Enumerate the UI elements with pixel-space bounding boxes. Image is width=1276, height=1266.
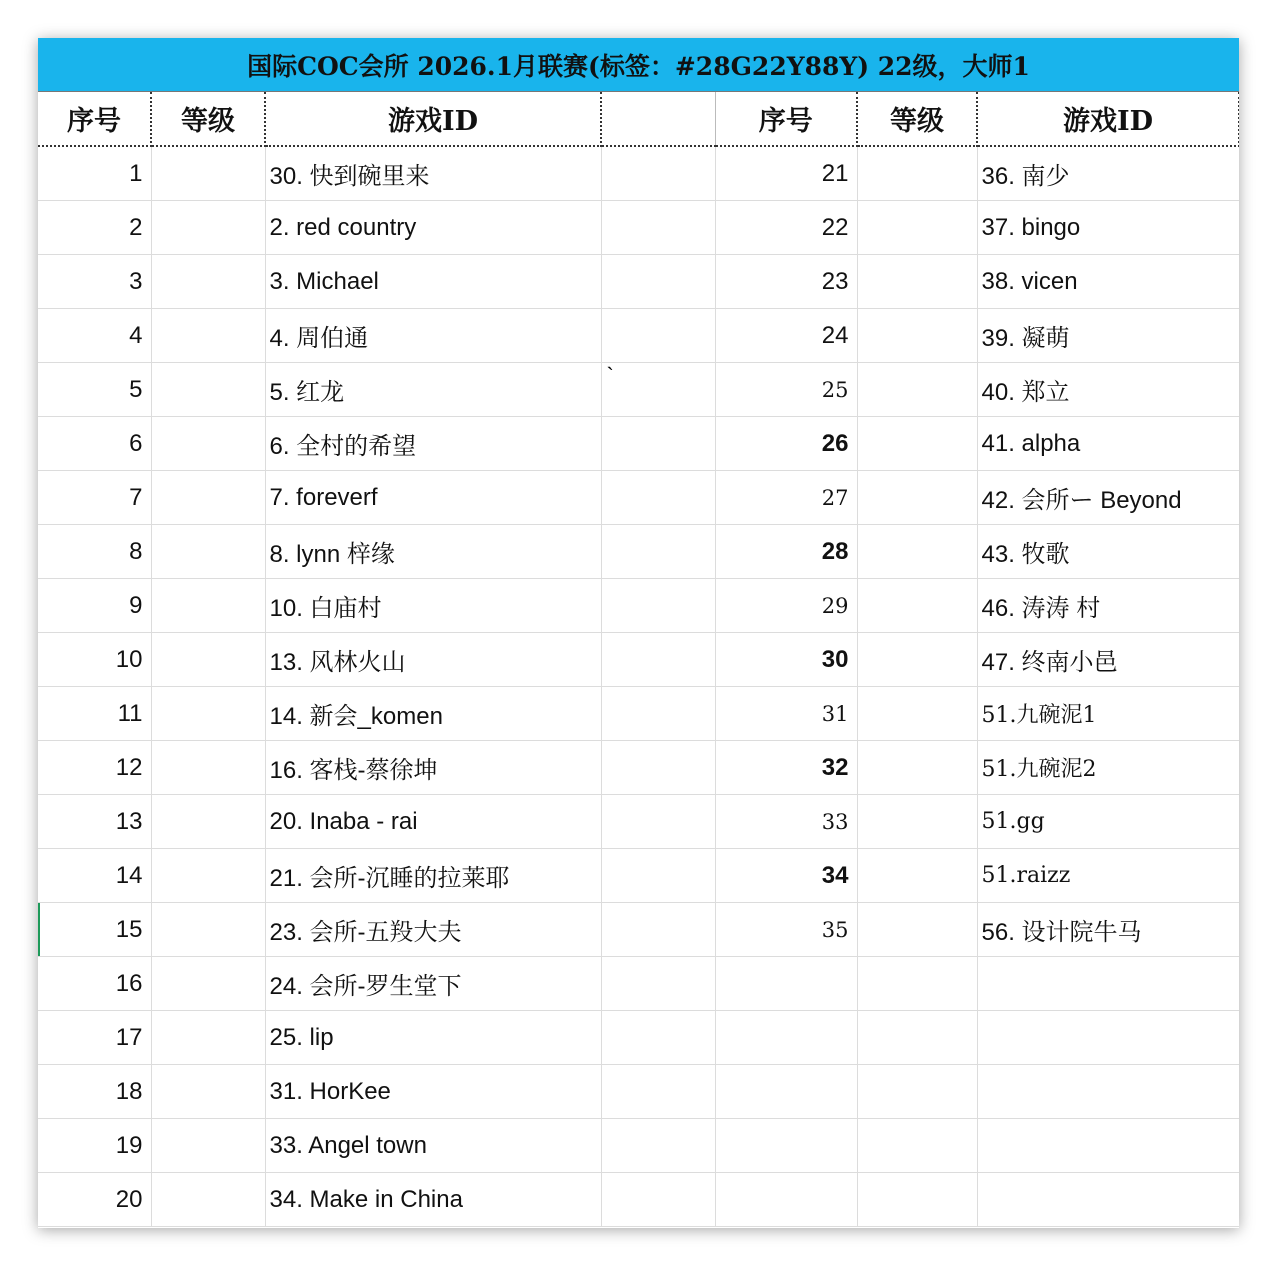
- cell-index-right[interactable]: 33: [715, 795, 857, 849]
- cell-blank[interactable]: `: [601, 363, 715, 417]
- cell-index-right[interactable]: 34: [715, 849, 857, 903]
- cell-index-right[interactable]: 23: [715, 255, 857, 309]
- cell-game-id[interactable]: 7. foreverf: [265, 471, 601, 525]
- active-cell-marker: [38, 903, 40, 956]
- table-row: [38, 849, 1239, 903]
- cell-index-right[interactable]: 32: [715, 741, 857, 795]
- cell-blank[interactable]: [601, 633, 715, 687]
- cell-blank[interactable]: [601, 255, 715, 309]
- cell-level-right[interactable]: [857, 309, 977, 363]
- cell-level[interactable]: [151, 525, 265, 579]
- table-row: [38, 309, 1239, 363]
- table-row: [38, 633, 1239, 687]
- cell-game-id[interactable]: 20. Inaba - rai: [265, 795, 601, 849]
- cell-game-id[interactable]: 33. Angel town: [265, 1119, 601, 1173]
- table-row: [38, 1011, 1239, 1065]
- cell-game-id[interactable]: 16. 客栈-蔡徐坤: [265, 741, 601, 795]
- cell-blank[interactable]: [601, 417, 715, 471]
- table-row: [38, 741, 1239, 795]
- cell-game-id-right[interactable]: [977, 957, 1239, 1011]
- cell-level[interactable]: [151, 1065, 265, 1119]
- cell-index[interactable]: 2: [38, 201, 151, 255]
- table-row: [38, 417, 1239, 471]
- cell-level[interactable]: [151, 146, 265, 201]
- cell-level[interactable]: [151, 795, 265, 849]
- cell-index[interactable]: 18: [38, 1065, 151, 1119]
- header-level-right: 等级: [857, 92, 977, 146]
- cell-level[interactable]: [151, 1173, 265, 1227]
- cell-level-right[interactable]: [857, 687, 977, 741]
- cell-level-right[interactable]: [857, 417, 977, 471]
- sheet-title: 国际COC会所 2026.1月联赛(标签：#28G22Y88Y) 22级，大师1: [38, 38, 1239, 92]
- cell-game-id[interactable]: 34. Make in China: [265, 1173, 601, 1227]
- cell-index-right[interactable]: 35: [715, 903, 857, 957]
- table-row: [38, 579, 1239, 633]
- cell-level-right[interactable]: [857, 957, 977, 1011]
- cell-index[interactable]: 16: [38, 957, 151, 1011]
- cell-blank[interactable]: [601, 1011, 715, 1065]
- cell-index[interactable]: 12: [38, 741, 151, 795]
- table-row: [38, 201, 1239, 255]
- cell-index-right[interactable]: [715, 957, 857, 1011]
- cell-game-id[interactable]: 30. 快到碗里来: [265, 146, 601, 201]
- cell-level[interactable]: [151, 201, 265, 255]
- cell-index-right[interactable]: 25: [715, 363, 857, 417]
- cell-index[interactable]: [38, 903, 151, 957]
- cell-level[interactable]: [151, 417, 265, 471]
- cell-level[interactable]: [151, 363, 265, 417]
- cell-level[interactable]: [151, 741, 265, 795]
- cell-blank[interactable]: [601, 741, 715, 795]
- cell-blank[interactable]: [601, 309, 715, 363]
- cell-level-right[interactable]: [857, 1119, 977, 1173]
- cell-index[interactable]: 11: [38, 687, 151, 741]
- cell-game-id-right[interactable]: [977, 1065, 1239, 1119]
- header-index-right: 序号: [715, 92, 857, 146]
- cell-level-right[interactable]: [857, 741, 977, 795]
- cell-level-right[interactable]: [857, 471, 977, 525]
- cell-index[interactable]: 6: [38, 417, 151, 471]
- cell-blank[interactable]: [601, 687, 715, 741]
- cell-level-right[interactable]: [857, 903, 977, 957]
- table-row: [38, 687, 1239, 741]
- cell-index[interactable]: 14: [38, 849, 151, 903]
- cell-blank[interactable]: [601, 957, 715, 1011]
- cell-index-right[interactable]: 31: [715, 687, 857, 741]
- cell-level[interactable]: [151, 687, 265, 741]
- table-row: [38, 795, 1239, 849]
- cell-index[interactable]: 17: [38, 1011, 151, 1065]
- cell-game-id-right[interactable]: 51.九碗泥2: [977, 741, 1239, 795]
- cell-game-id-right[interactable]: 40. 郑立: [977, 363, 1239, 417]
- cell-index[interactable]: 1: [38, 146, 151, 201]
- cell-game-id-right[interactable]: 51.raizz: [977, 849, 1239, 903]
- cell-game-id-right[interactable]: [977, 1011, 1239, 1065]
- cell-index[interactable]: 19: [38, 1119, 151, 1173]
- cell-index-right[interactable]: 21: [715, 146, 857, 201]
- cell-index-right[interactable]: 28: [715, 525, 857, 579]
- cell-level-right[interactable]: [857, 201, 977, 255]
- cell-index-right[interactable]: 24: [715, 309, 857, 363]
- cell-blank[interactable]: [601, 1119, 715, 1173]
- table-row: [38, 525, 1239, 579]
- cell-game-id[interactable]: 23. 会所-五羖大夫: [265, 903, 601, 957]
- cell-level[interactable]: [151, 1011, 265, 1065]
- cell-level-right[interactable]: [857, 1011, 977, 1065]
- cell-game-id[interactable]: 13. 风林火山: [265, 633, 601, 687]
- header-level: 等级: [151, 92, 265, 146]
- cell-game-id-right[interactable]: 47. 终南小邑: [977, 633, 1239, 687]
- cell-index[interactable]: 10: [38, 633, 151, 687]
- cell-level-right[interactable]: [857, 525, 977, 579]
- cell-index[interactable]: 9: [38, 579, 151, 633]
- cell-level-right[interactable]: [857, 1065, 977, 1119]
- cell-level-right[interactable]: [857, 633, 977, 687]
- cell-game-id[interactable]: 3. Michael: [265, 255, 601, 309]
- table-row: [38, 146, 1239, 201]
- cell-blank[interactable]: [601, 795, 715, 849]
- cell-index[interactable]: 8: [38, 525, 151, 579]
- table-row: [38, 471, 1239, 525]
- table-row: [38, 1119, 1239, 1173]
- cell-game-id[interactable]: 2. red country: [265, 201, 601, 255]
- cell-level-right[interactable]: [857, 579, 977, 633]
- cell-game-id[interactable]: 21. 会所-沉睡的拉莱耶: [265, 849, 601, 903]
- cell-level[interactable]: [151, 1119, 265, 1173]
- cell-index-right[interactable]: [715, 1065, 857, 1119]
- cell-level[interactable]: [151, 849, 265, 903]
- cell-game-id[interactable]: 31. HorKee: [265, 1065, 601, 1119]
- cell-level-right[interactable]: [857, 255, 977, 309]
- cell-game-id[interactable]: 14. 新会_komen: [265, 687, 601, 741]
- table-row: [38, 363, 1239, 417]
- cell-index-right[interactable]: 22: [715, 201, 857, 255]
- cell-game-id-right[interactable]: 46. 涛涛 村: [977, 579, 1239, 633]
- cell-game-id[interactable]: 5. 红龙: [265, 363, 601, 417]
- cell-index-right[interactable]: 30: [715, 633, 857, 687]
- cell-level-right[interactable]: [857, 363, 977, 417]
- cell-game-id[interactable]: 4. 周伯通: [265, 309, 601, 363]
- header-index: 序号: [38, 92, 151, 146]
- cell-index-right[interactable]: 27: [715, 471, 857, 525]
- cell-game-id-right[interactable]: [977, 1119, 1239, 1173]
- cell-blank[interactable]: [601, 525, 715, 579]
- cell-index-text: 15: [115, 915, 143, 943]
- cell-game-id-right[interactable]: 51.九碗泥1: [977, 687, 1239, 741]
- cell-index[interactable]: 4: [38, 309, 151, 363]
- cell-blank[interactable]: [601, 849, 715, 903]
- cell-blank[interactable]: [601, 471, 715, 525]
- cell-game-id[interactable]: 10. 白庙村: [265, 579, 601, 633]
- cell-level[interactable]: [151, 579, 265, 633]
- table-row: [38, 957, 1239, 1011]
- cell-game-id[interactable]: 6. 全村的希望: [265, 417, 601, 471]
- cell-blank[interactable]: [601, 1065, 715, 1119]
- cell-level[interactable]: [151, 471, 265, 525]
- cell-blank[interactable]: [601, 903, 715, 957]
- cell-index[interactable]: 7: [38, 471, 151, 525]
- cell-level[interactable]: [151, 957, 265, 1011]
- cell-level-right[interactable]: [857, 849, 977, 903]
- cell-game-id-right[interactable]: 51.gg: [977, 795, 1239, 849]
- cell-game-id-right[interactable]: 43. 牧歌: [977, 525, 1239, 579]
- cell-blank[interactable]: [601, 201, 715, 255]
- cell-game-id[interactable]: 25. lip: [265, 1011, 601, 1065]
- cell-blank[interactable]: [601, 146, 715, 201]
- cell-game-id-right[interactable]: 56. 设计院牛马: [977, 903, 1239, 957]
- cell-game-id-right[interactable]: 41. alpha: [977, 417, 1239, 471]
- table-row: [38, 1065, 1239, 1119]
- cell-game-id-right[interactable]: 38. vicen: [977, 255, 1239, 309]
- header-row: [38, 92, 1239, 146]
- cell-blank[interactable]: [601, 579, 715, 633]
- cell-level-right[interactable]: [857, 1173, 977, 1227]
- header-blank: [601, 92, 715, 146]
- cell-index-right[interactable]: [715, 1119, 857, 1173]
- spreadsheet: [38, 38, 1239, 1228]
- cell-index[interactable]: 13: [38, 795, 151, 849]
- cell-game-id-right[interactable]: [977, 1173, 1239, 1227]
- cell-game-id-right[interactable]: 36. 南少: [977, 146, 1239, 201]
- cell-level[interactable]: [151, 633, 265, 687]
- cell-game-id[interactable]: 24. 会所-罗生堂下: [265, 957, 601, 1011]
- cell-index[interactable]: 20: [38, 1173, 151, 1227]
- table-row: [38, 903, 1239, 957]
- cell-level[interactable]: [151, 309, 265, 363]
- cell-level-right[interactable]: [857, 146, 977, 201]
- cell-game-id-right[interactable]: 42. 会所ー Beyond: [977, 471, 1239, 525]
- cell-index-right[interactable]: 26: [715, 417, 857, 471]
- cell-game-id-right[interactable]: 37. bingo: [977, 201, 1239, 255]
- header-game-id: 游戏ID: [265, 92, 601, 146]
- cell-game-id-right[interactable]: 39. 凝萌: [977, 309, 1239, 363]
- cell-level[interactable]: [151, 903, 265, 957]
- roster-table: [38, 92, 1239, 1227]
- cell-index[interactable]: 5: [38, 363, 151, 417]
- cell-index-right[interactable]: [715, 1173, 857, 1227]
- cell-index-right[interactable]: [715, 1011, 857, 1065]
- cell-index[interactable]: 3: [38, 255, 151, 309]
- table-row: [38, 1173, 1239, 1227]
- header-game-id-right: 游戏ID: [977, 92, 1239, 146]
- cell-blank[interactable]: [601, 1173, 715, 1227]
- cell-game-id[interactable]: 8. lynn 梓缘: [265, 525, 601, 579]
- cell-level-right[interactable]: [857, 795, 977, 849]
- table-row: [38, 255, 1239, 309]
- cell-index-right[interactable]: 29: [715, 579, 857, 633]
- cell-level[interactable]: [151, 255, 265, 309]
